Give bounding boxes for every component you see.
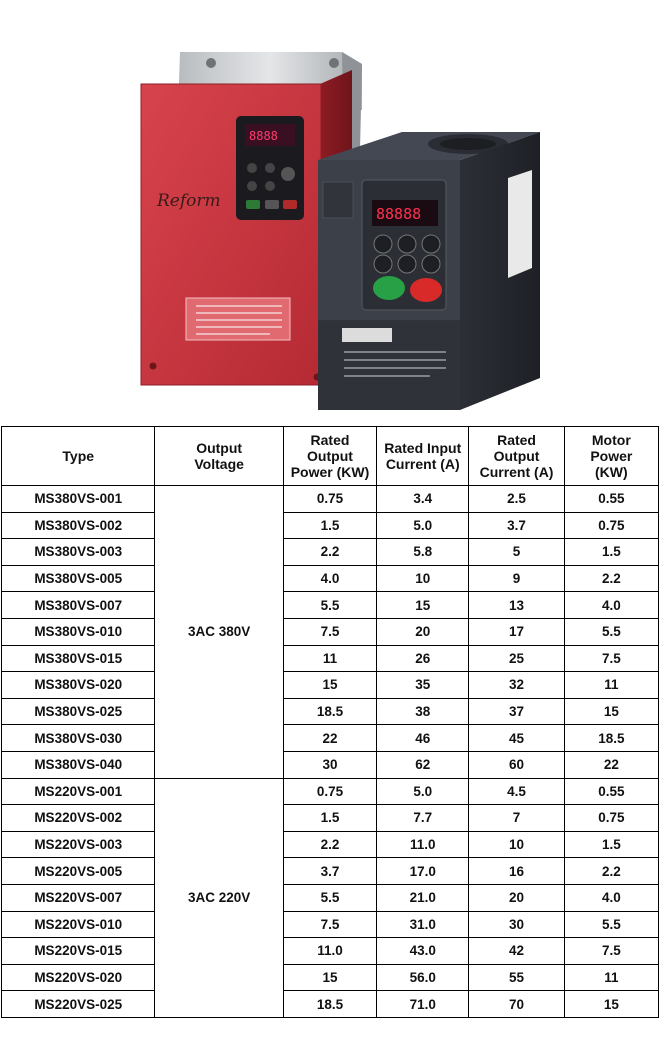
cell-type: MS380VS-002: [2, 512, 155, 539]
cell-output-voltage: 3AC 220V: [155, 778, 283, 1017]
cell-motor-power: 7.5: [564, 938, 658, 965]
cell-motor-power: 11: [564, 964, 658, 991]
svg-text:88888: 88888: [376, 205, 422, 223]
cell-rated-output-power: 18.5: [283, 698, 376, 725]
mounting-hole: [329, 58, 339, 68]
cell-type: MS220VS-020: [2, 964, 155, 991]
cell-rated-output-power: 1.5: [283, 805, 376, 832]
table-row: [2, 751, 659, 778]
cell-rated-output-power: 5.5: [283, 592, 376, 619]
table-row: [2, 618, 659, 645]
header-rated-output-current: Rated Output Current (A): [469, 427, 564, 486]
table-row: [2, 698, 659, 725]
cell-rated-output-power: 30: [283, 751, 376, 778]
product-photo: [0, 0, 660, 424]
cell-rated-input-current: 43.0: [377, 938, 469, 965]
warning-label: [342, 328, 392, 342]
cell-type: MS380VS-010: [2, 618, 155, 645]
table-row: [2, 991, 659, 1018]
cell-rated-input-current: 17.0: [377, 858, 469, 885]
cell-motor-power: 15: [564, 991, 658, 1018]
cell-type: MS220VS-002: [2, 805, 155, 832]
table-row: [2, 725, 659, 752]
run-button-graphic: [373, 276, 405, 300]
cell-rated-output-current: 2.5: [469, 486, 564, 513]
header-rated-input-current: Rated Input Current (A): [377, 427, 469, 486]
screw: [150, 363, 157, 370]
cell-rated-output-power: 0.75: [283, 486, 376, 513]
cell-rated-input-current: 31.0: [377, 911, 469, 938]
table-row: [2, 938, 659, 965]
table-row: [2, 884, 659, 911]
cell-type: MS220VS-007: [2, 884, 155, 911]
cell-motor-power: 0.75: [564, 805, 658, 832]
table-row: [2, 805, 659, 832]
table-row: [2, 565, 659, 592]
cell-type: MS380VS-030: [2, 725, 155, 752]
cell-motor-power: 1.5: [564, 831, 658, 858]
cell-motor-power: 0.55: [564, 486, 658, 513]
cell-rated-output-current: 17: [469, 618, 564, 645]
cell-motor-power: 15: [564, 698, 658, 725]
cell-rated-output-current: 4.5: [469, 778, 564, 805]
cell-type: MS220VS-005: [2, 858, 155, 885]
cell-rated-output-power: 15: [283, 672, 376, 699]
cell-rated-output-power: 3.7: [283, 858, 376, 885]
cell-rated-input-current: 71.0: [377, 991, 469, 1018]
cell-type: MS380VS-040: [2, 751, 155, 778]
cell-type: MS220VS-015: [2, 938, 155, 965]
cell-rated-input-current: 26: [377, 645, 469, 672]
cell-rated-input-current: 21.0: [377, 884, 469, 911]
table-row: [2, 778, 659, 805]
cell-motor-power: 4.0: [564, 592, 658, 619]
cell-rated-input-current: 46: [377, 725, 469, 752]
cell-rated-input-current: 7.7: [377, 805, 469, 832]
cell-type: MS380VS-005: [2, 565, 155, 592]
cell-motor-power: 4.0: [564, 884, 658, 911]
cell-motor-power: 22: [564, 751, 658, 778]
cell-type: MS220VS-001: [2, 778, 155, 805]
cell-rated-output-power: 5.5: [283, 884, 376, 911]
table-row: [2, 539, 659, 566]
cell-motor-power: 0.55: [564, 778, 658, 805]
table-row: [2, 645, 659, 672]
header-motor-power: Motor Power (KW): [564, 427, 658, 486]
cell-motor-power: 5.5: [564, 618, 658, 645]
cell-rated-output-current: 32: [469, 672, 564, 699]
cell-motor-power: 0.75: [564, 512, 658, 539]
table-header-row: [2, 427, 659, 486]
cell-rated-output-current: 5: [469, 539, 564, 566]
cell-rated-output-current: 13: [469, 592, 564, 619]
cell-motor-power: 7.5: [564, 645, 658, 672]
cell-rated-input-current: 5.0: [377, 512, 469, 539]
table-row: [2, 592, 659, 619]
cell-rated-output-power: 4.0: [283, 565, 376, 592]
cell-motor-power: 2.2: [564, 858, 658, 885]
spec-table-body: [2, 486, 659, 1018]
table-row: [2, 964, 659, 991]
cell-type: MS380VS-003: [2, 539, 155, 566]
mounting-hole: [206, 58, 216, 68]
dark-inverter: [318, 132, 540, 410]
cell-rated-output-current: 70: [469, 991, 564, 1018]
cell-rated-output-power: 11.0: [283, 938, 376, 965]
cell-output-voltage: 3AC 380V: [155, 486, 283, 779]
table-row: [2, 911, 659, 938]
cell-rated-output-power: 18.5: [283, 991, 376, 1018]
cell-rated-input-current: 11.0: [377, 831, 469, 858]
cell-rated-input-current: 5.0: [377, 778, 469, 805]
cell-rated-output-power: 15: [283, 964, 376, 991]
spec-table: [1, 426, 659, 1018]
cell-rated-input-current: 35: [377, 672, 469, 699]
table-row: [2, 858, 659, 885]
cell-rated-output-power: 1.5: [283, 512, 376, 539]
header-output-voltage: Output Voltage: [155, 427, 283, 486]
cell-rated-input-current: 56.0: [377, 964, 469, 991]
table-row: [2, 486, 659, 513]
cell-rated-output-current: 25: [469, 645, 564, 672]
cell-rated-output-current: 45: [469, 725, 564, 752]
cell-type: MS220VS-003: [2, 831, 155, 858]
cell-rated-output-power: 0.75: [283, 778, 376, 805]
cell-rated-output-current: 10: [469, 831, 564, 858]
cell-rated-output-current: 7: [469, 805, 564, 832]
cell-rated-output-current: 20: [469, 884, 564, 911]
table-row: [2, 512, 659, 539]
brand-logo: Reform: [157, 191, 221, 211]
cell-type: MS380VS-025: [2, 698, 155, 725]
header-rated-output-power: Rated Output Power (KW): [283, 427, 376, 486]
cell-rated-output-current: 37: [469, 698, 564, 725]
cell-rated-output-power: 2.2: [283, 831, 376, 858]
cell-rated-output-current: 9: [469, 565, 564, 592]
stop-button-graphic: [410, 278, 442, 302]
cell-type: MS220VS-025: [2, 991, 155, 1018]
cell-rated-output-current: 42: [469, 938, 564, 965]
cell-rated-input-current: 20: [377, 618, 469, 645]
cell-rated-input-current: 5.8: [377, 539, 469, 566]
cell-rated-output-power: 22: [283, 725, 376, 752]
cell-rated-input-current: 15: [377, 592, 469, 619]
cell-rated-input-current: 10: [377, 565, 469, 592]
cell-rated-output-current: 55: [469, 964, 564, 991]
cell-rated-output-power: 11: [283, 645, 376, 672]
cell-rated-output-current: 3.7: [469, 512, 564, 539]
cell-type: MS220VS-010: [2, 911, 155, 938]
svg-text:8888: 8888: [249, 129, 278, 143]
cell-type: MS380VS-015: [2, 645, 155, 672]
table-row: [2, 831, 659, 858]
side-sticker: [508, 170, 532, 278]
cell-motor-power: 18.5: [564, 725, 658, 752]
cell-rated-input-current: 3.4: [377, 486, 469, 513]
cell-rated-output-current: 16: [469, 858, 564, 885]
cell-rated-output-current: 60: [469, 751, 564, 778]
cell-rated-input-current: 38: [377, 698, 469, 725]
cell-rated-output-current: 30: [469, 911, 564, 938]
cell-type: MS380VS-020: [2, 672, 155, 699]
cell-rated-input-current: 62: [377, 751, 469, 778]
cell-motor-power: 5.5: [564, 911, 658, 938]
cell-rated-output-power: 2.2: [283, 539, 376, 566]
cell-rated-output-power: 7.5: [283, 618, 376, 645]
cell-type: MS380VS-007: [2, 592, 155, 619]
table-row: [2, 672, 659, 699]
cell-type: MS380VS-001: [2, 486, 155, 513]
cell-rated-output-power: 7.5: [283, 911, 376, 938]
cell-motor-power: 1.5: [564, 539, 658, 566]
cell-motor-power: 11: [564, 672, 658, 699]
header-type: Type: [2, 427, 155, 486]
cell-motor-power: 2.2: [564, 565, 658, 592]
